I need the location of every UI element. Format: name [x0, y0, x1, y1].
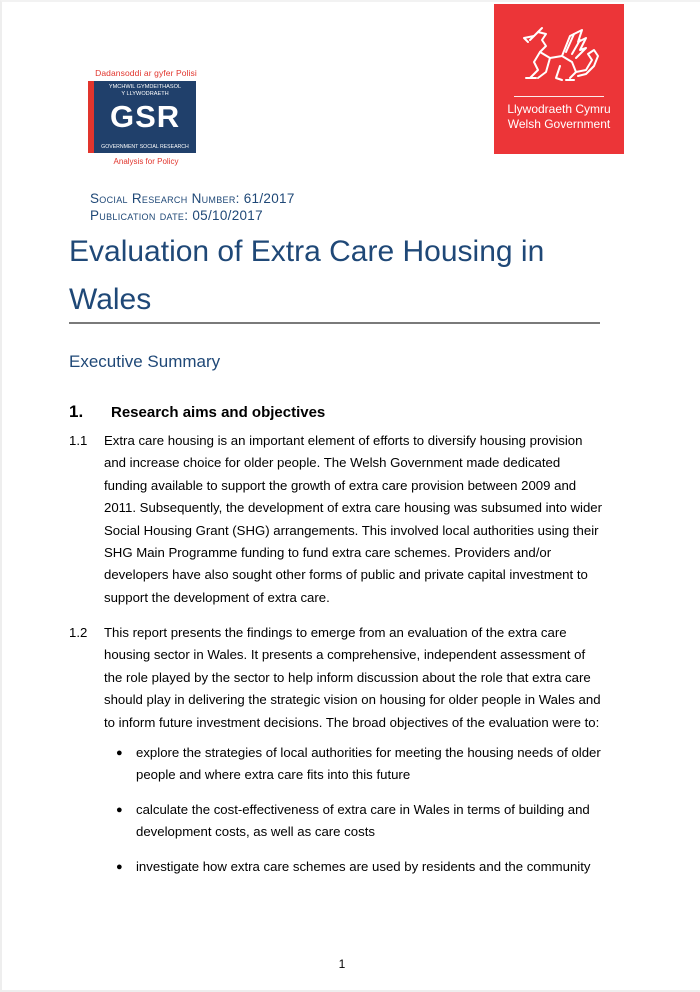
research-number-label: Social Research Number:	[90, 191, 240, 206]
section-heading-text: Research aims and objectives	[111, 404, 326, 421]
gsr-logo-box	[88, 81, 196, 153]
publication-meta	[90, 190, 295, 224]
list-item	[116, 856, 616, 878]
paragraph-text: This report presents the findings to emerge from an evaluation of the extra care housing sector in Wales. It presents a comprehensive, independent assessment of the role played by the sector to help inform discussion about the role that extra care should play in delivering the strategic vision on housing for older people in Wales and to inform future investment decisions. The broad objectives of the evaluation were to:	[104, 625, 601, 730]
list-item	[116, 799, 616, 844]
gsr-logo-welsh-name	[96, 84, 194, 98]
page-number: 1	[338, 957, 346, 971]
publication-date-label: Publication date:	[90, 208, 189, 223]
paragraph-1-1	[69, 430, 609, 609]
paragraph-text: Extra care housing is an important element of efforts to diversify housing provision and increase choice for older people. The Welsh Government made dedicated funding available to support the growth of extra care provision between 2009 and 2011. Subsequently, the development of extra care housing was subsumed into wider Social Housing Grant (SHG) arrangements. This involved local authorities using their SHG Main Programme funding to fund extra care schemes. Providers and/or developers have also sought other forms of public and private capital investment to support the development of extra care.	[104, 433, 603, 605]
welsh-government-name-welsh: Llywodraeth Cymru	[507, 102, 611, 116]
list-item-text: explore the strategies of local authorities for meeting the housing needs of older people and where extra care fits into this future	[136, 745, 601, 783]
bullet-icon: ●	[116, 803, 123, 816]
welsh-government-logo	[494, 4, 624, 154]
bullet-icon: ●	[116, 747, 123, 759]
section-subtitle: Executive Summary	[69, 352, 221, 371]
publication-date-value: 05/10/2017	[192, 208, 263, 223]
list-item	[116, 742, 616, 787]
research-number-value: 61/2017	[243, 191, 295, 206]
paragraph-1-2	[69, 622, 609, 734]
gsr-welsh-line2: Y LLYWODRAETH	[121, 91, 169, 97]
gsr-logo-top-text: Dadansoddi ar gyfer Polisi	[95, 68, 197, 78]
gsr-logo-mark: GSR	[110, 99, 181, 134]
list-item-text: investigate how extra care schemes are used by residents and the community	[136, 858, 591, 874]
gsr-welsh-line1: YMCHWIL GYMDEITHASOL	[108, 84, 182, 90]
publication-date-row	[90, 207, 295, 224]
gsr-logo-red-strip	[88, 81, 94, 153]
section-number: 1.	[69, 402, 84, 421]
title-divider	[69, 322, 600, 324]
gsr-logo-foot-text: Analysis for Policy	[113, 157, 179, 166]
list-item-text: calculate the cost-effectiveness of extra care in Wales in terms of building and development costs, as well as care costs	[136, 801, 590, 840]
objectives-list	[116, 742, 616, 890]
gsr-logo-english-name: GOVERNMENT SOCIAL RESEARCH	[101, 144, 189, 150]
gsr-logo	[88, 68, 200, 166]
welsh-government-logo-rule	[514, 96, 604, 97]
welsh-government-logo-text	[494, 102, 624, 132]
document-title: Evaluation of Extra Care Housing in Wales	[69, 235, 545, 316]
paragraph-number: 1.1	[69, 433, 88, 448]
paragraph-number: 1.2	[69, 625, 88, 640]
welsh-government-name-english: Welsh Government	[507, 117, 611, 131]
bullet-icon: ●	[116, 860, 123, 873]
welsh-dragon-icon	[516, 26, 602, 90]
research-number-row	[90, 190, 295, 207]
